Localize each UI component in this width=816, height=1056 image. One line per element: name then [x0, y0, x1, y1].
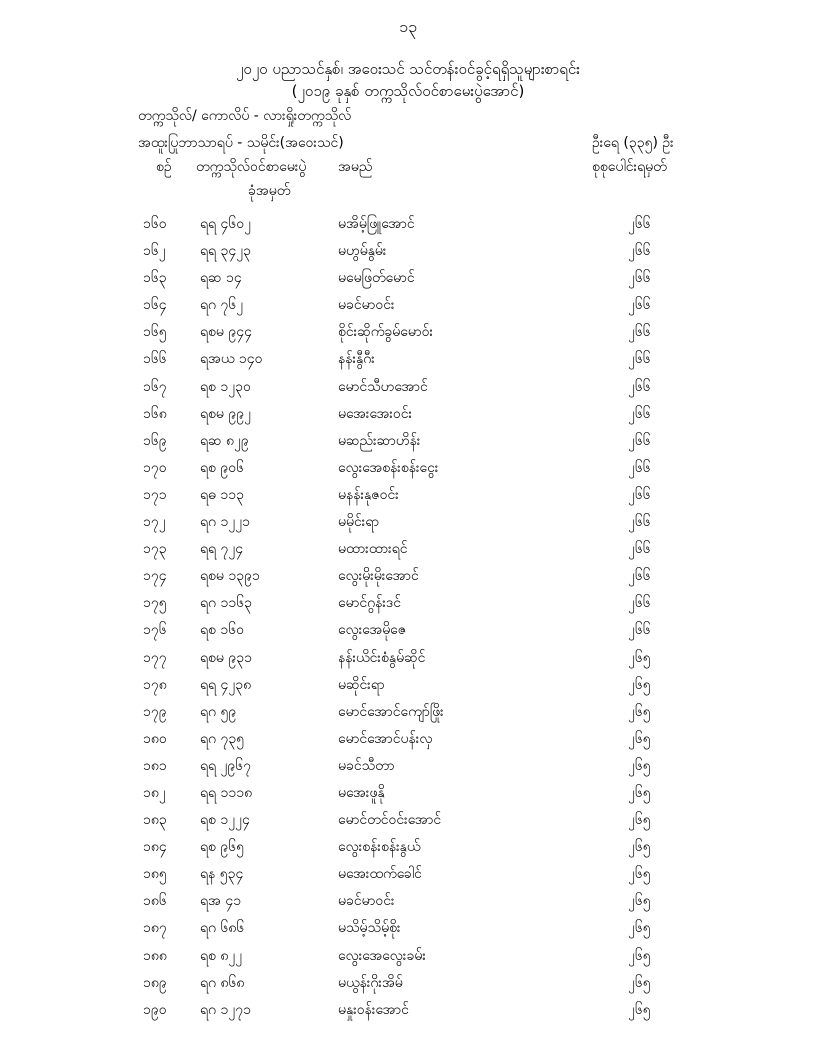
- row-number: ၁၈၁: [143, 757, 167, 774]
- table-row: [0, 671, 816, 698]
- roll-number: ရစ ၁၂၂၄: [200, 812, 250, 829]
- total-marks: ၂၆၅: [628, 649, 651, 666]
- total-marks: ၂၆၆: [628, 270, 651, 287]
- row-number: ၁၈၃: [143, 812, 167, 829]
- table-row: [0, 779, 816, 806]
- student-name: မယွန်းဂိုးအိမ်: [338, 974, 403, 991]
- roll-number: ရဓ ၁၁၃: [200, 486, 244, 503]
- table-row: [0, 210, 816, 237]
- row-number: ၁၈၂: [143, 784, 166, 801]
- student-name: လွေးအေမိုဇေ: [338, 622, 407, 639]
- table-row: [0, 264, 816, 291]
- student-name: မဆည်းဆာဟိန်း: [338, 432, 421, 449]
- roll-number: ရန ၅၃၄: [200, 866, 244, 883]
- total-marks: ၂၆၅: [628, 757, 651, 774]
- table-row: [0, 291, 816, 318]
- table-row: [0, 237, 816, 264]
- total-marks: ၂၆၆: [628, 405, 651, 422]
- total-marks: ၂၆၅: [628, 866, 651, 883]
- total-marks: ၂၆၆: [628, 243, 651, 260]
- student-name: မအေးထက်ခေါင်: [338, 866, 422, 883]
- row-number: ၁၆၂: [143, 243, 166, 260]
- student-name: လွေးအေစန်းစန်းငွေး: [338, 459, 439, 476]
- student-name: မအေးဖူနို: [338, 784, 385, 801]
- total-marks: ၂၆၅: [628, 920, 651, 937]
- total-marks: ၂၆၅: [628, 676, 651, 693]
- total-marks: ၂၆၅: [628, 839, 651, 856]
- row-number: ၁၈၈: [143, 947, 167, 964]
- page-number: ၁၃: [399, 17, 417, 36]
- row-number: ၁၈၅: [143, 866, 167, 883]
- roll-number: ရဂ ၈၆၈: [200, 974, 245, 991]
- table-row: [0, 752, 816, 779]
- row-number: ၁၈၉: [143, 974, 167, 991]
- student-name: မခင်မာဝင်း: [338, 297, 395, 314]
- roll-number: ရရ ၄၂၃၈: [200, 676, 252, 693]
- student-name: မအိမ့်ဖြူအောင်: [338, 216, 415, 232]
- column-header-name: အမည်: [338, 159, 373, 175]
- row-number: ၁၇၃: [143, 541, 167, 558]
- total-marks: ၂၆၆: [628, 297, 651, 314]
- total-marks: ၂၆၅: [628, 893, 651, 910]
- total-marks: ၂၆၆: [628, 595, 651, 612]
- roll-number: ရစမ ၉၃၁: [200, 649, 252, 666]
- roll-number: ရစ ၁၂၃၀: [200, 378, 251, 395]
- roll-number: ရရ ၁၁၁၈: [200, 784, 253, 801]
- table-row: [0, 833, 816, 860]
- roll-number: ရအယ ၁၄၀: [200, 351, 263, 368]
- table-row: [0, 427, 816, 454]
- roll-number: ရဂ ၇၆၂: [200, 297, 244, 314]
- table-row: [0, 644, 816, 671]
- total-marks: ၂၆၆: [628, 622, 651, 639]
- total-marks: ၂၆၅: [628, 784, 651, 801]
- column-header-no: စဉ်: [156, 159, 172, 175]
- table-row: [0, 318, 816, 345]
- column-header-marks: စုစုပေါင်းရမှတ်: [592, 159, 667, 175]
- results-list: [0, 210, 816, 1023]
- table-row: [0, 996, 816, 1023]
- row-number: ၁၇၄: [143, 568, 167, 585]
- student-name: မောင်အောင်ပန်းလှ: [338, 730, 433, 747]
- document-subtitle: (၂၀၁၉ ခုနှစ် တက္ကသိုလ်ဝင်စာမေးပွဲအောင်): [291, 82, 525, 100]
- total-marks: ၂၆၆: [628, 568, 651, 585]
- total-marks: ၂၆၆: [628, 486, 651, 503]
- student-name: မဆိုင်းရာ: [338, 676, 385, 693]
- total-count: ဦးရေ (၃၃၅) ဦး: [592, 135, 674, 151]
- student-name: မမေဖြတ်မောင်: [338, 270, 415, 287]
- row-number: ၁၆၅: [143, 324, 167, 341]
- row-number: ၁၆၉: [143, 432, 167, 449]
- roll-number: ရရ ၄၆၀၂: [200, 216, 252, 232]
- table-row: [0, 698, 816, 725]
- student-name: လွေးမိုးမိုးအောင်: [338, 568, 419, 585]
- row-number: ၁၆၈: [143, 405, 167, 422]
- table-row: [0, 535, 816, 562]
- roll-number: ရဂ ၁၁၆၃: [200, 595, 252, 612]
- student-name: မခင်မာဝင်း: [338, 893, 395, 910]
- roll-number: ရစ ၁၆၀: [200, 622, 244, 639]
- row-number: ၁၆၀: [143, 216, 167, 232]
- student-name: စိုင်းဆိုက်ခွမ်မောဝ်း: [338, 324, 434, 341]
- row-number: ၁၇၀: [143, 459, 167, 476]
- total-marks: ၂၆၆: [628, 378, 651, 395]
- student-name: မောင်တင်ဝင်းအောင်: [338, 812, 442, 829]
- student-name: မထားထားရင်: [338, 541, 408, 558]
- table-row: [0, 616, 816, 643]
- roll-number: ရစမ ၉၉၂: [200, 405, 251, 422]
- table-row: [0, 508, 816, 535]
- table-row: [0, 969, 816, 996]
- document-title: ၂၀၂၀ ပညာသင်နှစ်၊ အဝေးသင် သင်တန်းဝင်ခွင့်ရရှိသူများစာရင်း: [236, 60, 580, 78]
- student-name: လွေးအေလွေးခမ်း: [338, 947, 426, 964]
- table-row: [0, 400, 816, 427]
- total-marks: ၂၆၅: [628, 812, 651, 829]
- row-number: ၁၆၄: [143, 297, 167, 314]
- roll-number: ရစမ ၁၃၉၁: [200, 568, 260, 585]
- roll-number: ရစမ ၉၄၄: [200, 324, 252, 341]
- student-name: မခင်သီတာ: [338, 757, 395, 774]
- total-marks: ၂၆၆: [628, 514, 651, 531]
- roll-number: ရဆ ၈၂၉: [200, 432, 249, 449]
- table-row: [0, 806, 816, 833]
- total-marks: ၂၆၅: [628, 974, 651, 991]
- roll-number: ရဂ ၅၉: [200, 703, 237, 720]
- roll-number: ရဆ ၁၄: [200, 270, 242, 287]
- row-number: ၁၈၇: [143, 920, 167, 937]
- table-row: [0, 373, 816, 400]
- roll-number: ရဂ ၁၂၂၁: [200, 514, 250, 531]
- row-number: ၁၇၁: [143, 486, 167, 503]
- table-row: [0, 345, 816, 372]
- table-row: [0, 914, 816, 941]
- row-number: ၁၉၀: [143, 1001, 167, 1018]
- row-number: ၁၈၆: [143, 893, 167, 910]
- roll-number: ရအ ၄၁: [200, 893, 242, 910]
- student-name: မောင်အောင်ကျော်ဖြိုး: [338, 703, 444, 720]
- table-row: [0, 562, 816, 589]
- student-name: မောင်သီဟအောင်: [338, 378, 428, 395]
- roll-number: ရဂ ၇၃၅: [200, 730, 245, 747]
- roll-number: ရစ ၉၀၆: [200, 459, 244, 476]
- roll-number: ရရ ၇၂၄: [200, 541, 244, 558]
- table-row: [0, 725, 816, 752]
- roll-number: ရစ ၉၆၅: [200, 839, 244, 856]
- total-marks: ၂၆၆: [628, 216, 651, 232]
- total-marks: ၂၆၆: [628, 324, 651, 341]
- row-number: ၁၆၇: [143, 378, 167, 395]
- row-number: ၁၆၃: [143, 270, 167, 287]
- student-name: လွေးစန်းစန်းနွယ်: [338, 839, 421, 856]
- total-marks: ၂၆၆: [628, 459, 651, 476]
- column-header-roll-line1: တက္ကသိုလ်ဝင်စာမေးပွဲ: [196, 159, 307, 175]
- subject-line: အထူးပြုဘာသာရပ် - သမိုင်း(အဝေးသင်): [138, 135, 344, 151]
- student-name: နန်းယိင်းစံနွမ်ဆိုင်: [338, 649, 426, 666]
- row-number: ၁၇၇: [143, 649, 167, 666]
- table-row: [0, 589, 816, 616]
- table-row: [0, 887, 816, 914]
- row-number: ၁၈၄: [143, 839, 167, 856]
- row-number: ၁၇၉: [143, 703, 167, 720]
- table-row: [0, 942, 816, 969]
- university-line: တက္ကသိုလ်/ ကောလိပ် - လားရှိုးတက္ကသိုလ်: [138, 108, 352, 124]
- column-header-roll-line2: ခုံအမှတ်: [248, 183, 291, 199]
- row-number: ၁၈၀: [143, 730, 167, 747]
- total-marks: ၂၆၅: [628, 703, 651, 720]
- row-number: ၁၆၆: [143, 351, 167, 368]
- student-name: မအေးအေးဝင်း: [338, 405, 413, 422]
- row-number: ၁၇၂: [143, 514, 166, 531]
- total-marks: ၂၆၅: [628, 730, 651, 747]
- roll-number: ရရ ၃၄၂၃: [200, 243, 252, 260]
- total-marks: ၂၆၅: [628, 1001, 651, 1018]
- row-number: ၁၇၈: [143, 676, 167, 693]
- table-row: [0, 481, 816, 508]
- total-marks: ၂၆၆: [628, 351, 651, 368]
- total-marks: ၂၆၆: [628, 541, 651, 558]
- student-name: မနှုးဝန်းအောင်: [338, 1001, 409, 1018]
- total-marks: ၂၆၆: [628, 432, 651, 449]
- student-name: မနန်းနုဇဝင်း: [338, 486, 399, 503]
- table-row: [0, 454, 816, 481]
- roll-number: ရရ ၂၉၆၇: [200, 757, 252, 774]
- student-name: နန်းနွီဂီး: [338, 351, 375, 368]
- student-name: မမိုင်းရာ: [338, 514, 380, 531]
- roll-number: ရဂ ၆၈၆: [200, 920, 245, 937]
- total-marks: ၂၆၅: [628, 947, 651, 964]
- row-number: ၁၇၅: [143, 595, 167, 612]
- table-row: [0, 860, 816, 887]
- student-name: မသိမ့်သိမ့်စိုး: [338, 920, 401, 937]
- student-name: မဟွမ်နွမ်း: [338, 243, 387, 260]
- row-number: ၁၇၆: [143, 622, 167, 639]
- roll-number: ရစ ၈၂၂: [200, 947, 243, 964]
- roll-number: ရဂ ၁၂၇၁: [200, 1001, 251, 1018]
- student-name: မောင်ဂွန်းဒင်: [338, 595, 401, 612]
